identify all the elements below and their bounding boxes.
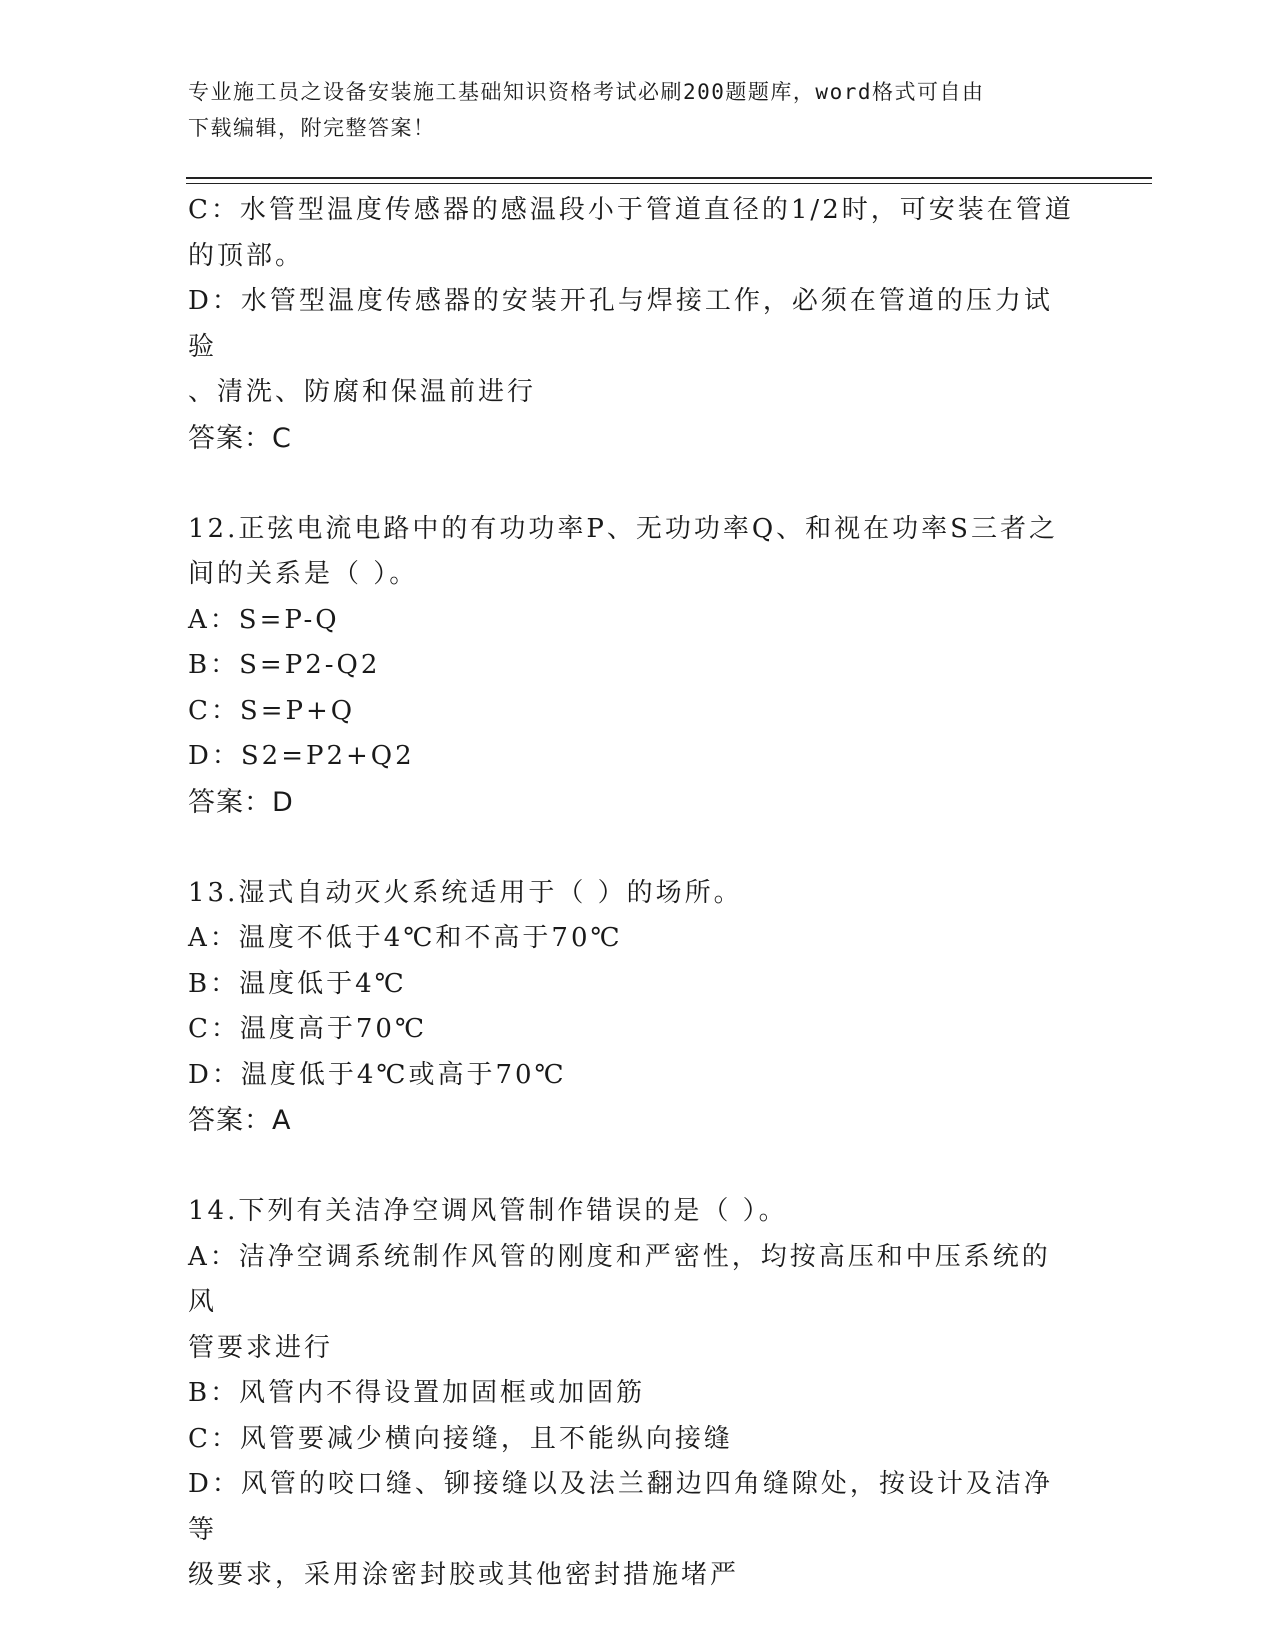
option-a-line-1: A：洁净空调系统制作风管的刚度和严密性，均按高压和中压系统的风 [188, 1241, 1051, 1317]
question-12 [188, 507, 1078, 826]
option-d-line-2: 、清洗、防腐和保温前进行 [188, 377, 537, 407]
option-c: C：S=P+Q [188, 695, 356, 726]
spacer [188, 1144, 1078, 1190]
option-c-line-1: C：水管型温度传感器的感温段小于管道直径的1/2时，可安装在管道 [188, 195, 1074, 225]
option-d-line-2: 级要求，采用涂密封胶或其他密封措施堵严 [188, 1560, 740, 1590]
question-14 [188, 1189, 1078, 1599]
spacer [188, 825, 1078, 871]
option-c: C：风管要减少横向接缝，且不能纵向接缝 [188, 1423, 733, 1454]
question-13 [188, 871, 1078, 1144]
answer-line: 答案：D [188, 786, 294, 818]
question-stem: 14.下列有关洁净空调风管制作错误的是（ ）。 [188, 1196, 788, 1226]
header-divider-thick [186, 177, 1152, 179]
option-a-line-2: 管要求进行 [188, 1332, 334, 1363]
question-11-tail [188, 188, 1078, 461]
option-b: B：S=P2-Q2 [188, 650, 381, 680]
document-header [188, 74, 1068, 146]
answer-line: 答案：A [188, 1105, 292, 1136]
option-d-line-1: D：水管型温度传感器的安装开孔与焊接工作，必须在管道的压力试验 [188, 286, 1053, 362]
option-a: A：S=P-Q [188, 604, 340, 635]
option-d: D：S2=P2+Q2 [188, 741, 415, 771]
question-stem-line-2: 间的关系是（ ）。 [188, 559, 419, 589]
option-a: A：温度不低于4℃和不高于70℃ [188, 923, 623, 953]
answer-line: 答案：C [188, 422, 292, 454]
document-body [188, 188, 1078, 1599]
question-stem: 13.湿式自动灭火系统适用于（ ）的场所。 [188, 877, 743, 908]
option-b: B：温度低于4℃ [188, 968, 407, 999]
header-line-2: 下载编辑，附完整答案！ [188, 116, 436, 140]
spacer [188, 461, 1078, 507]
option-b: B：风管内不得设置加固框或加固筋 [188, 1378, 646, 1408]
option-c: C：温度高于70℃ [188, 1014, 428, 1044]
option-d: D：温度低于4℃或高于70℃ [188, 1059, 567, 1090]
header-divider-thin [186, 183, 1152, 184]
header-line-1: 专业施工员之设备安装施工基础知识资格考试必刷200题题库，word格式可自由 [188, 80, 985, 104]
question-stem-line-1: 12.正弦电流电路中的有功功率P、无功功率Q、和视在功率S三者之 [188, 513, 1058, 544]
option-d-line-1: D：风管的咬口缝、铆接缝以及法兰翻边四角缝隙处，按设计及洁净等 [188, 1469, 1053, 1545]
option-c-line-2: 的顶部。 [188, 240, 305, 271]
